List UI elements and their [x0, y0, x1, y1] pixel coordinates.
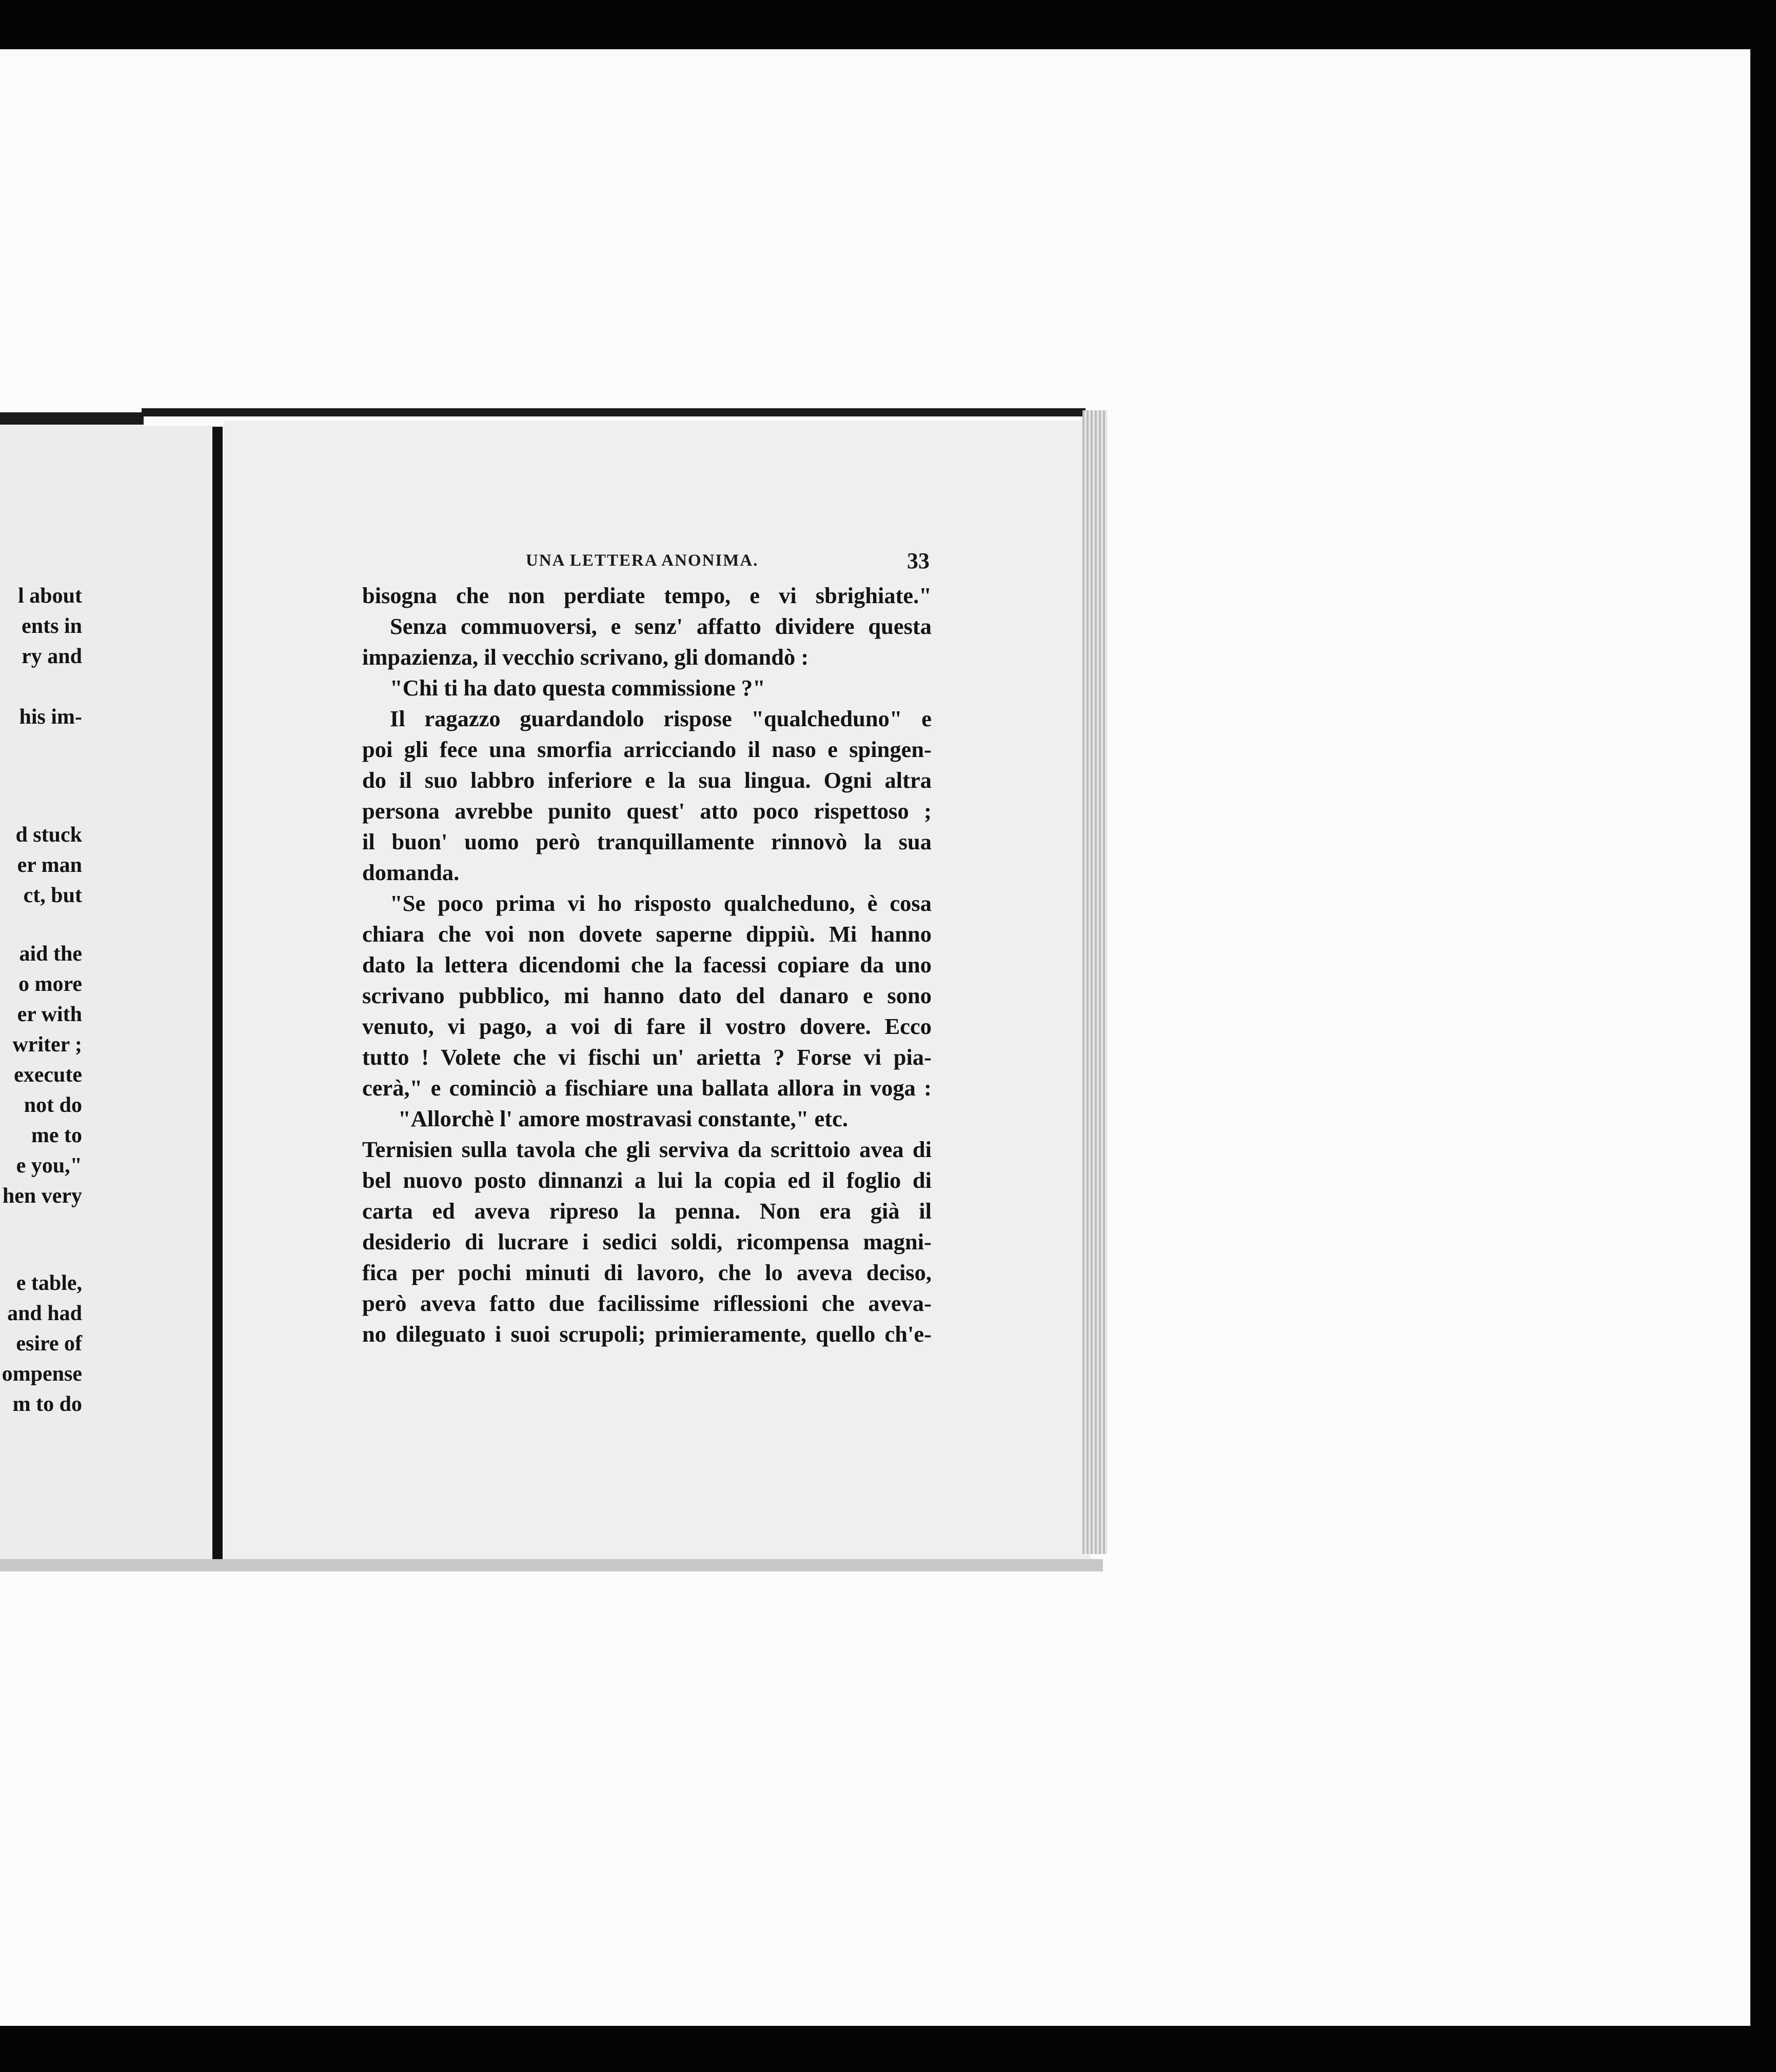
- text-line: "Se poco prima vi ho risposto qualcheduno, è cosa: [390, 890, 932, 916]
- text-line: Senza commuoversi, e senz' affatto dividere questa: [390, 613, 932, 639]
- text-line: domanda.: [362, 860, 460, 885]
- left-line-fragment: m to do: [12, 1392, 82, 1416]
- left-line-fragment: execute: [14, 1063, 82, 1087]
- page-edges: [1082, 410, 1107, 1554]
- text-line: bisogna che non perdiate tempo, e vi sbrighiate.": [362, 583, 932, 608]
- text-line: fica per pochi minuti di lavoro, che lo aveva deciso,: [362, 1260, 932, 1285]
- text-line: poi gli fece una smorfia arricciando il naso e spingen-: [362, 736, 932, 762]
- text-line: tutto ! Volete che vi fischi un' arietta ? Forse vi pia-: [362, 1044, 932, 1070]
- left-line-fragment: er man: [17, 853, 82, 877]
- text-line: do il suo labbro inferiore e la sua lingua. Ogni altra: [362, 767, 932, 793]
- text-line: cerà," e cominciò a fischiare una ballata allora in voga :: [362, 1075, 932, 1101]
- text-line: però aveva fatto due facilissime riflessioni che aveva-: [362, 1290, 932, 1316]
- running-head: UNA LETTERA ANONIMA.: [526, 551, 759, 570]
- text-line: desiderio di lucrare i sedici soldi, ricompensa magni-: [362, 1229, 932, 1254]
- left-line-fragment: o more: [18, 972, 82, 996]
- left-line-fragment: e table,: [16, 1271, 82, 1295]
- book-cover-top-left: [0, 412, 144, 425]
- text-line: "Allorchè l' amore mostravasi constante," etc.: [398, 1106, 848, 1131]
- left-line-fragment: ry and: [22, 645, 82, 668]
- left-line-fragment: hen very: [2, 1184, 82, 1208]
- book-cover-top: [142, 408, 1086, 416]
- left-line-fragment: his im-: [19, 705, 82, 729]
- left-line-fragment: aid the: [19, 942, 82, 966]
- left-line-fragment: er with: [17, 1003, 82, 1026]
- left-line-fragment: ents in: [22, 614, 82, 638]
- left-line-fragment: writer ;: [12, 1033, 82, 1057]
- left-line-fragment: l about: [18, 584, 82, 608]
- text-line: chiara che voi non dovete saperne dippiù. Mi hanno: [362, 921, 932, 947]
- left-line-fragment: and had: [7, 1302, 82, 1325]
- left-line-fragment: ompense: [2, 1362, 82, 1386]
- text-line: bel nuovo posto dinnanzi a lui la copia ed il foglio di: [362, 1167, 932, 1193]
- left-line-fragment: d stuck: [15, 823, 82, 847]
- text-line: scrivano pubblico, mi hanno dato del danaro e sono: [362, 983, 932, 1008]
- text-line: "Chi ti ha dato questa commissione ?": [390, 675, 765, 701]
- text-line: Ternisien sulla tavola che gli serviva da scrittoio avea di: [362, 1137, 932, 1162]
- text-line: il buon' uomo però tranquillamente rinnovò la sua: [362, 829, 932, 854]
- left-line-fragment: not do: [24, 1093, 82, 1117]
- left-line-fragment: e you,": [16, 1154, 82, 1178]
- text-line: Il ragazzo guardandolo rispose "qualcheduno" e: [390, 706, 932, 731]
- text-line: dato la lettera dicendomi che la facessi copiare da uno: [362, 952, 932, 978]
- left-line-fragment: ct, but: [23, 884, 82, 907]
- left-line-fragment: me to: [31, 1124, 82, 1147]
- text-line: persona avrebbe punito quest' atto poco rispettoso ;: [362, 798, 932, 824]
- text-line: carta ed aveva ripreso la penna. Non era già il: [362, 1198, 932, 1224]
- book-gutter: [212, 427, 223, 1560]
- book-cover-bottom: [0, 1559, 1103, 1571]
- left-line-fragment: esire of: [16, 1332, 82, 1356]
- text-line: venuto, vi pago, a voi di fare il vostro dovere. Ecco: [362, 1013, 932, 1039]
- page-number: 33: [907, 548, 930, 573]
- text-line: impazienza, il vecchio scrivano, gli domandò :: [362, 644, 809, 670]
- text-line: no dileguato i suoi scrupoli; primieramente, quello ch'e-: [362, 1321, 932, 1347]
